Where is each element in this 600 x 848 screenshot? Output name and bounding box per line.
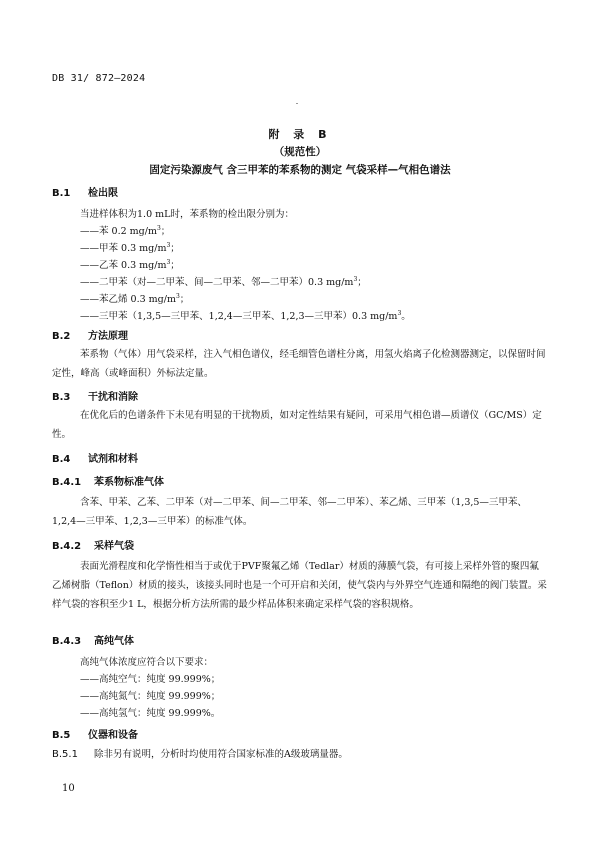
section-heading-b5: B.5 仪器和设备	[52, 730, 138, 741]
interference-text: 在优化后的色谱条件下未见有明显的干扰物质，如对定性结果有疑问，可采用气相色谱—质谱仪（GC/MS）定性。	[52, 410, 542, 440]
section-heading-b1	[52, 184, 118, 199]
detection-limit-intro: 当进样体积为1.0 mL时，苯系物的检出限分别为：	[80, 209, 294, 220]
list-item: ——三甲苯（1,3,5—三甲苯、1,2,4—三甲苯、1,2,3—三甲苯）0.3 $mg/m^3$。	[80, 309, 411, 322]
section-title: 检出限	[88, 188, 118, 199]
section-heading-b43: B.4.3 高纯气体	[52, 636, 134, 647]
section-heading-b41: B.4.1 苯系物标准气体	[52, 477, 164, 488]
list-item: ——二甲苯（对—二甲苯、间—二甲苯、邻—二甲苯）0.3 $mg/m^3$；	[80, 275, 367, 288]
section-heading-b4: B.4 试剂和材料	[52, 454, 138, 465]
section-heading-b42: B.4.2 采样气袋	[52, 541, 134, 552]
method-principle-text: 苯系物（气体）用气袋采样，注入气相色谱仪，经毛细管色谱柱分离，用氢火焰离子化检测器测定，以保留时间定性，峰高（或峰面积）外标法定量。	[52, 349, 546, 379]
section-number: B.1	[52, 188, 71, 199]
appendix-title: 附 录 B	[268, 128, 332, 141]
appendix-type: （规范性）	[273, 146, 327, 158]
clause-number: B.5.1	[52, 749, 78, 760]
clause-b51	[52, 745, 548, 764]
section-heading-b2: B.2 方法原理	[52, 331, 128, 342]
section-heading-b3: B.3 干扰和消除	[52, 392, 138, 403]
list-item: ——乙苯 0.3 $mg/m^3$；	[80, 258, 180, 271]
page-mark	[296, 103, 298, 104]
list-item: ——高纯空气：纯度 99.999%；	[80, 674, 221, 685]
high-purity-intro: 高纯气体浓度应符合以下要求：	[80, 657, 214, 668]
list-item: ——苯 0.2 $mg/m^3$；	[80, 224, 171, 237]
document-code: DB 31/ 872—2024	[52, 73, 146, 84]
sampling-bag-text: 表面光滑程度和化学惰性相当于或优于PVF聚氟乙烯（Tedlar）材质的薄膜气袋，有可接上采样外管的聚四氟乙烯树脂（Teflon）材质的接头，该接头同时也是一个可开启和关闭，使气袋内与外界空气连通和隔绝的阀门装置。采样气袋的容积至少1 L，根据分析方法所需的最少样品体积来确定采样气袋的容积规格。	[52, 561, 547, 610]
list-item: ——甲苯 0.3 $mg/m^3$；	[80, 241, 180, 254]
appendix-subtitle: 固定污染源废气 含三甲苯的苯系物的测定 气袋采样—气相色谱法	[149, 164, 451, 176]
page-number: 10	[62, 783, 75, 794]
clause-text: 除非另有说明，分析时均使用符合国家标准的A级玻璃量器。	[94, 749, 348, 760]
standard-gas-text: 含苯、甲苯、乙苯、二甲苯（对—二甲苯、间—二甲苯、邻—二甲苯）、苯乙烯、三甲苯（1,3,5—三甲苯、1,2,4—三甲苯、1,2,3—三甲苯）的标准气体。	[52, 497, 527, 527]
list-item: ——高纯氮气：纯度 99.999%；	[80, 691, 221, 702]
list-item: ——苯乙烯 0.3 $mg/m^3$；	[80, 292, 190, 305]
list-item: ——高纯氢气：纯度 99.999%。	[80, 708, 221, 719]
